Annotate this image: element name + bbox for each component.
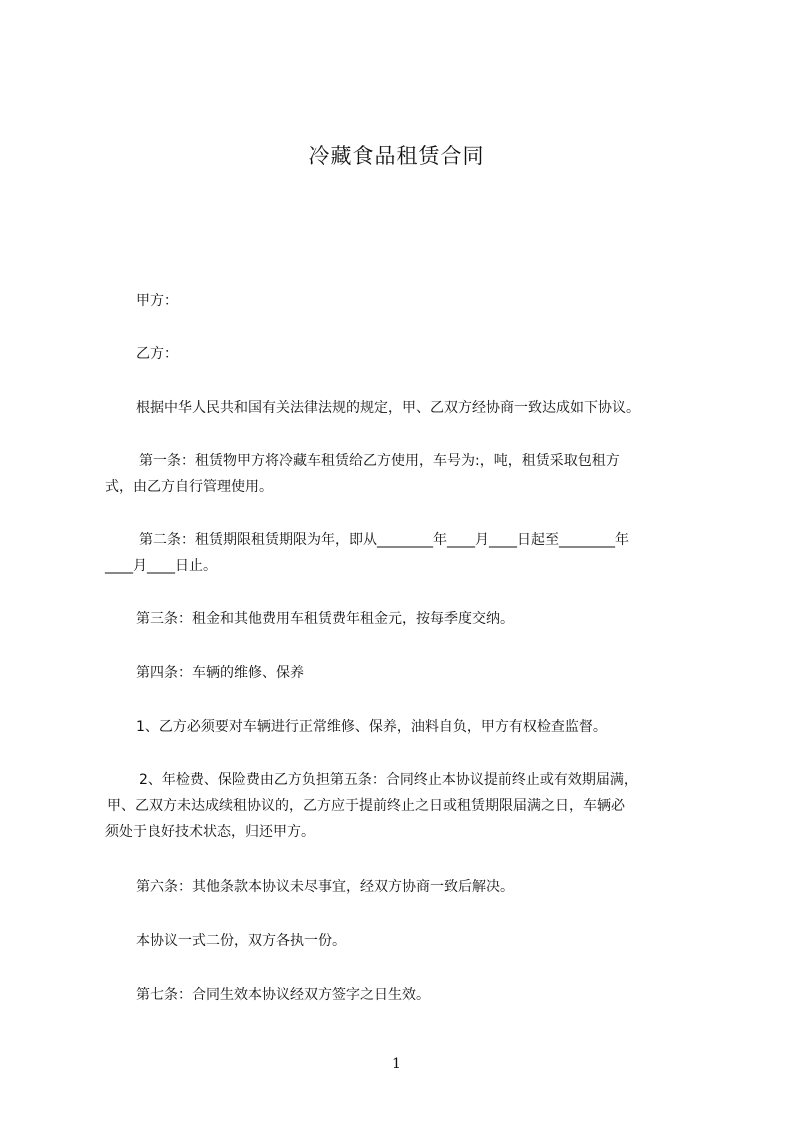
article-2-paragraph bbox=[105, 527, 705, 579]
item-2-paragraph bbox=[105, 767, 705, 845]
page-number: 1 bbox=[392, 1056, 401, 1072]
article-7-paragraph bbox=[105, 982, 705, 1008]
document-title: 冷藏食品租赁合同 bbox=[308, 144, 485, 168]
article-4-text: 第四条：车辆的维修、保养 bbox=[136, 665, 304, 681]
item-1-text: 1、乙方必须要对车辆进行正常维修、保养，油料自负，甲方有权检查监督。 bbox=[136, 719, 607, 735]
party-a-label: 甲方： bbox=[136, 293, 178, 309]
item-1-paragraph bbox=[105, 714, 705, 740]
article-1-line-1: 第一条：租赁物甲方将冷藏车租赁给乙方使用，车号为:，吨，租赁采取包租方 bbox=[139, 453, 620, 469]
item-2-line-3: 须处于良好技术状态，归还甲方。 bbox=[105, 824, 315, 840]
party-a-line bbox=[105, 288, 705, 314]
article-6-text: 第六条：其他条款本协议未尽事宜，经双方协商一致后解决。 bbox=[136, 879, 514, 895]
article-1-paragraph bbox=[105, 448, 705, 500]
copies-text: 本协议一式二份，双方各执一份。 bbox=[136, 933, 346, 949]
item-2-line-2: 甲、乙双方未达成续租协议的，乙方应于提前终止之日或租赁期限届满之日，车辆必 bbox=[107, 798, 625, 814]
intro-text: 根据中华人民共和国有关法律法规的规定，甲、乙双方经协商一致达成如下协议。 bbox=[136, 400, 640, 416]
article-6-paragraph bbox=[105, 874, 705, 900]
article-1-line-2: 式，由乙方自行管理使用。 bbox=[105, 479, 273, 495]
article-3-text: 第三条：租金和其他费用车租赁费年租金元，按每季度交纳。 bbox=[136, 611, 514, 627]
article-4-paragraph bbox=[105, 660, 705, 686]
party-b-label: 乙方： bbox=[136, 346, 178, 362]
article-7-text: 第七条：合同生效本协议经双方签字之日生效。 bbox=[136, 987, 430, 1003]
intro-paragraph bbox=[105, 395, 705, 421]
article-2-line-2: ____月____日止。 bbox=[105, 558, 217, 574]
item-2-line-1: 2、年检费、保险费由乙方负担第五条：合同终止本协议提前终止或有效期届满， bbox=[139, 772, 638, 788]
article-2-line-1: 第二条：租赁期限租赁期限为年，即从________年____月____日起至________年 bbox=[139, 532, 629, 548]
party-b-line bbox=[105, 341, 705, 367]
copies-paragraph bbox=[105, 928, 705, 954]
article-3-paragraph bbox=[105, 606, 705, 632]
